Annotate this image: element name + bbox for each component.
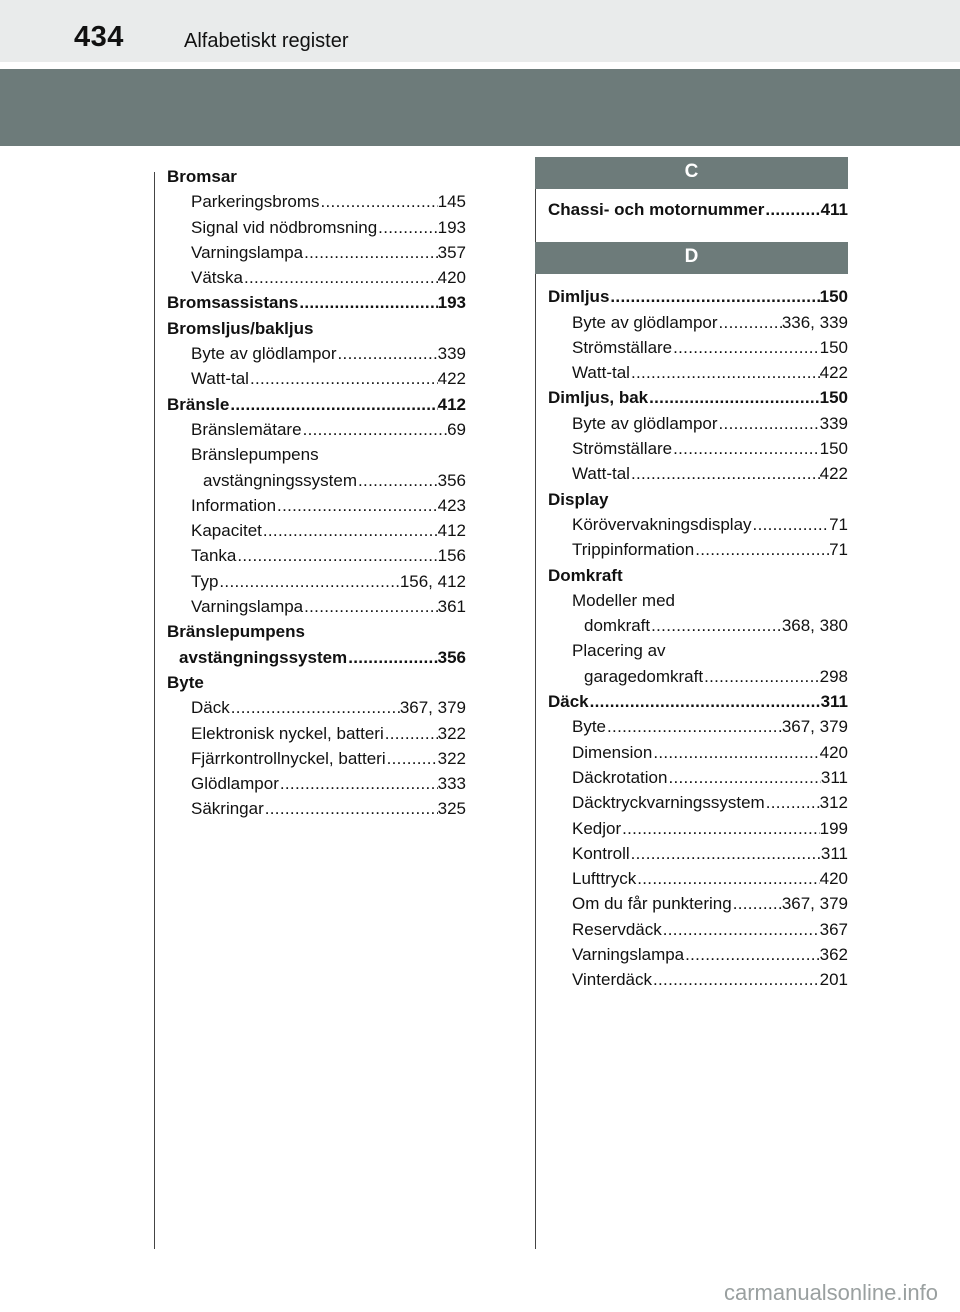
dot-leader [703,664,820,689]
entry-label: Bränslepumpens [167,622,305,642]
dot-leader [718,411,820,436]
index-entry [548,537,848,562]
dot-leader [621,816,819,841]
index-entry [167,796,466,821]
entry-page-number: 71 [829,514,848,534]
page-header [0,0,960,62]
index-entry [167,189,466,214]
index-entry [167,670,466,695]
entry-page-number: 322 [437,748,466,768]
entry-page-number: 311 [820,692,848,712]
index-entry [548,197,848,222]
page-title: Alfabetiskt register [184,30,349,52]
index-entry [548,436,848,461]
dot-leader [630,360,820,385]
entry-page-number: 423 [437,495,466,515]
index-entry [167,442,466,467]
dot-leader [662,917,820,942]
entry-label: Chassi- och motornummer [548,200,765,219]
entry-page-number: 356 [437,470,466,490]
index-entry [548,385,848,410]
entry-label: Watt-tal [191,369,249,389]
dot-leader [694,537,829,562]
dot-leader [347,645,437,670]
entry-label: Däcktryckvarningssystem [572,793,765,813]
index-entry [167,341,466,366]
dot-leader [264,796,438,821]
entry-page-number: 325 [437,799,466,819]
dot-leader [672,335,819,360]
dot-leader [684,942,819,967]
entry-page-number: 362 [819,945,848,965]
dot-leader [279,771,438,796]
entry-page-number: 150 [819,337,848,357]
index-entry [167,290,466,315]
entry-page-number: 412 [437,394,466,414]
entry-label: Varningslampa [191,242,304,262]
entry-page-number: 368, 380 [781,616,848,636]
section-letter-c: C [535,157,848,189]
entry-label: Dimljus, bak [548,388,649,408]
entry-page-number: 339 [437,344,466,364]
index-entry [548,284,848,309]
dot-leader [298,290,437,315]
dot-leader [765,790,820,815]
entry-label: Däck [191,698,230,718]
entry-label: avstängningssystem [203,470,358,490]
index-entry [548,461,848,486]
entry-page-number: 339 [819,413,848,433]
dot-leader [648,385,819,410]
entry-page-number: 367, 379 [781,894,848,914]
page-number: 434 [74,21,124,53]
index-entry [167,215,466,240]
entry-page-number: 311 [820,843,848,863]
entry-label: Display [548,489,609,509]
entry-label: Glödlampor [191,774,279,794]
entry-page-number: 336, 339 [781,312,848,332]
dot-leader [218,569,399,594]
index-entry [548,841,848,866]
entry-label: Bromsassistans [167,293,299,313]
dot-leader [236,543,437,568]
entry-label: garagedomkraft [584,666,704,686]
dot-leader [243,265,438,290]
index-entry [548,613,848,638]
entry-page-number: 422 [819,363,848,383]
entry-label: Körövervakningsdisplay [572,514,752,534]
dot-leader [652,740,819,765]
entry-label: Strömställare [572,337,673,357]
dot-leader [262,518,438,543]
dot-leader [302,417,448,442]
entry-label: Tanka [191,546,237,566]
dot-leader [303,240,437,265]
entry-page-number: 156, 412 [399,571,466,591]
entry-label: Bränslepumpens [191,445,319,465]
entry-page-number: 201 [819,970,848,990]
dot-leader [229,392,437,417]
entry-page-number: 367, 379 [781,717,848,737]
entry-page-number: 361 [437,597,466,617]
section-letter-d: D [535,242,848,274]
index-entry [548,563,848,588]
entry-label: Information [191,495,277,515]
entry-label: Modeller med [572,590,675,610]
entry-label: Bränsle [167,394,230,414]
entry-page-number: 322 [437,723,466,743]
entry-label: Dimljus [548,287,610,307]
watermark: carmanualsonline.info [723,1280,938,1305]
index-entry [548,487,848,512]
section-c-entries [548,197,848,222]
index-entry [548,512,848,537]
index-entry [548,689,848,714]
entry-label: Lufttryck [572,869,637,889]
index-entry [167,569,466,594]
entry-label: Kedjor [572,818,622,838]
entry-page-number: 312 [819,793,848,813]
index-entry [167,518,466,543]
entry-label: Elektronisk nyckel, batteri [191,723,384,743]
entry-page-number: 357 [437,242,466,262]
entry-page-number: 412 [437,521,466,541]
index-entry [167,771,466,796]
index-entry [167,316,466,341]
dot-leader [630,461,820,486]
entry-page-number: 193 [437,217,466,237]
index-entry [167,265,466,290]
column-divider-right [535,172,536,1249]
dot-leader [276,493,438,518]
index-column-left [167,164,466,822]
entry-label: Vinterdäck [572,970,653,990]
entry-label: domkraft [584,616,651,636]
entry-label: Parkeringsbroms [191,192,320,212]
dot-leader [732,891,782,916]
index-entry [167,493,466,518]
dot-leader [764,197,820,222]
entry-page-number: 422 [819,464,848,484]
entry-page-number: 411 [820,200,848,219]
entry-label: avstängningssystem [179,647,348,667]
entry-label: Watt-tal [572,363,630,383]
index-entry [548,588,848,613]
index-entry [167,746,466,771]
dot-leader [718,310,782,335]
entry-page-number: 311 [820,767,848,787]
entry-label: Strömställare [572,439,673,459]
entry-label: Byte av glödlampor [572,312,718,332]
dot-leader [672,436,819,461]
index-entry [167,392,466,417]
dot-leader [752,512,830,537]
index-entry [548,866,848,891]
index-entry [167,645,466,670]
entry-page-number: 367, 379 [399,698,466,718]
dot-leader [377,215,437,240]
dot-leader [652,967,820,992]
index-entry [548,765,848,790]
entry-label: Bromsar [167,167,237,186]
index-entry [548,310,848,335]
index-entry [548,891,848,916]
index-entry [548,967,848,992]
entry-label: Byte av glödlampor [191,344,337,364]
dot-leader [249,366,438,391]
dot-leader [636,866,819,891]
entry-label: Vätska [191,268,243,288]
index-entry [548,411,848,436]
index-entry [167,468,466,493]
entry-label: Signal vid nödbromsning [191,217,378,237]
entry-page-number: 150 [819,388,848,408]
entry-page-number: 333 [437,774,466,794]
entry-page-number: 356 [437,647,466,667]
entry-page-number: 150 [819,287,848,307]
entry-page-number: 422 [437,369,466,389]
index-entry [548,638,848,663]
column-divider-left [154,172,155,1249]
entry-label: Varningslampa [572,945,685,965]
dot-leader [606,714,782,739]
index-entry [548,942,848,967]
entry-label: Varningslampa [191,597,304,617]
entry-label: Dimension [572,742,653,762]
entry-page-number: 420 [819,742,848,762]
index-entry [167,366,466,391]
index-entry [167,695,466,720]
entry-page-number: 193 [437,293,466,313]
entry-label: Domkraft [548,565,623,585]
dot-leader [357,468,438,493]
index-entry [548,714,848,739]
entry-page-number: 199 [819,818,848,838]
index-entry [548,335,848,360]
dot-leader [230,695,400,720]
entry-label: Trippinformation [572,540,695,560]
index-column-right [548,161,848,993]
index-entry [167,721,466,746]
index-entry [167,619,466,644]
section-d-entries [548,284,848,992]
entry-label: Typ [191,571,219,591]
entry-label: Reservdäck [572,919,662,939]
dot-leader [667,765,820,790]
dot-leader [650,613,782,638]
entry-label: Byte av glödlampor [572,413,718,433]
header-band [0,69,960,146]
entry-label: Bromsljus/bakljus [167,318,314,338]
index-entry [167,240,466,265]
entry-label: Byte [167,672,204,692]
index-entry [548,790,848,815]
entry-page-number: 298 [819,666,848,686]
dot-leader [337,341,438,366]
dot-leader [384,721,438,746]
index-entry [167,417,466,442]
entry-label: Fjärrkontrollnyckel, batteri [191,748,386,768]
entry-label: Byte [572,717,607,737]
dot-leader [320,189,438,214]
index-entry [167,594,466,619]
entry-page-number: 420 [437,268,466,288]
entry-page-number: 69 [447,419,466,439]
entry-page-number: 145 [437,192,466,212]
dot-leader [386,746,438,771]
entry-page-number: 71 [829,540,848,560]
entry-label: Däckrotation [572,767,668,787]
dot-leader [303,594,437,619]
index-entry [167,164,466,189]
entry-label: Däck [548,692,589,712]
entry-page-number: 156 [437,546,466,566]
dot-leader [609,284,819,309]
entry-label: Om du får punktering [572,894,732,914]
entry-page-number: 150 [819,439,848,459]
dot-leader [589,689,821,714]
index-entry [548,664,848,689]
index-entry [167,543,466,568]
index-entry [548,917,848,942]
entry-label: Kontroll [572,843,630,863]
entry-page-number: 420 [819,869,848,889]
entry-label: Bränslemätare [191,419,302,439]
entry-label: Watt-tal [572,464,630,484]
entry-label: Placering av [572,641,666,661]
index-entry [548,740,848,765]
entry-label: Säkringar [191,799,264,819]
dot-leader [630,841,821,866]
entry-page-number: 367 [819,919,848,939]
index-entry [548,360,848,385]
entry-label: Kapacitet [191,521,262,541]
index-entry [548,816,848,841]
